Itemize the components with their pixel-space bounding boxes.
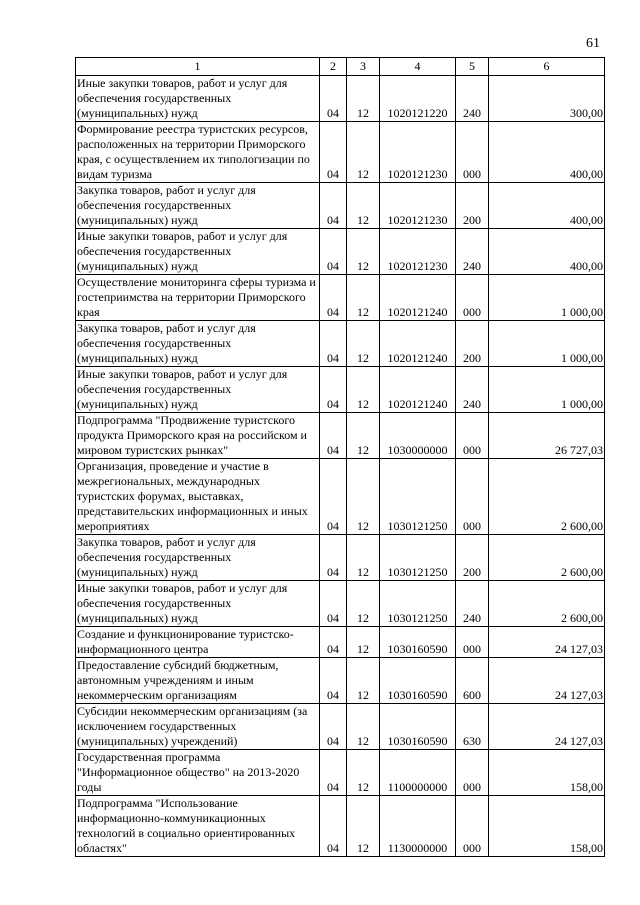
- table-row: [76, 627, 605, 658]
- row-amount: 2 600,00: [489, 459, 605, 535]
- row-expense-type: 200: [456, 183, 489, 229]
- row-expense-type: 000: [456, 627, 489, 658]
- row-section: 04: [320, 76, 347, 122]
- row-expense-type: 000: [456, 275, 489, 321]
- row-subsection: 12: [347, 581, 380, 627]
- row-subsection: 12: [347, 796, 380, 857]
- row-expense-type: 240: [456, 76, 489, 122]
- row-amount: 24 127,03: [489, 658, 605, 704]
- header-col-2: 2: [320, 58, 347, 76]
- row-target-code: 1030121250: [380, 459, 456, 535]
- row-expense-type: 240: [456, 367, 489, 413]
- row-subsection: 12: [347, 321, 380, 367]
- row-expense-type: 200: [456, 535, 489, 581]
- page-number: 61: [586, 36, 600, 51]
- row-subsection: 12: [347, 704, 380, 750]
- row-amount: 1 000,00: [489, 321, 605, 367]
- row-expense-type: 600: [456, 658, 489, 704]
- table-row: [76, 122, 605, 183]
- row-subsection: 12: [347, 413, 380, 459]
- row-subsection: 12: [347, 275, 380, 321]
- row-target-code: 1100000000: [380, 750, 456, 796]
- row-expense-type: 240: [456, 229, 489, 275]
- row-target-code: 1020121220: [380, 76, 456, 122]
- table-row: [76, 750, 605, 796]
- row-target-code: 1030121250: [380, 581, 456, 627]
- row-expense-type: 630: [456, 704, 489, 750]
- row-name: Закупка товаров, работ и услуг для обеспечения государственных (муниципальных) нужд: [76, 321, 320, 367]
- row-name: Осуществление мониторинга сферы туризма и гостеприимства на территории Приморского края: [76, 275, 320, 321]
- row-subsection: 12: [347, 658, 380, 704]
- table-row: [76, 76, 605, 122]
- table-row: [76, 275, 605, 321]
- row-amount: 158,00: [489, 750, 605, 796]
- row-target-code: 1020121240: [380, 275, 456, 321]
- row-name: Иные закупки товаров, работ и услуг для обеспечения государственных (муниципальных) нужд: [76, 76, 320, 122]
- row-target-code: 1020121240: [380, 321, 456, 367]
- row-expense-type: 000: [456, 413, 489, 459]
- row-amount: 2 600,00: [489, 581, 605, 627]
- row-amount: 26 727,03: [489, 413, 605, 459]
- table-row: [76, 796, 605, 857]
- row-section: 04: [320, 367, 347, 413]
- row-subsection: 12: [347, 122, 380, 183]
- budget-table: [75, 57, 605, 857]
- row-section: 04: [320, 796, 347, 857]
- row-subsection: 12: [347, 750, 380, 796]
- header-col-1: 1: [76, 58, 320, 76]
- row-name: Предоставление субсидий бюджетным, автономным учреждениям и иным некоммерческим организациям: [76, 658, 320, 704]
- header-col-4: 4: [380, 58, 456, 76]
- row-section: 04: [320, 275, 347, 321]
- row-amount: 24 127,03: [489, 704, 605, 750]
- row-target-code: 1030160590: [380, 658, 456, 704]
- row-subsection: 12: [347, 535, 380, 581]
- header-col-3: 3: [347, 58, 380, 76]
- row-expense-type: 000: [456, 122, 489, 183]
- row-expense-type: 200: [456, 321, 489, 367]
- row-section: 04: [320, 627, 347, 658]
- header-col-5: 5: [456, 58, 489, 76]
- row-amount: 158,00: [489, 796, 605, 857]
- row-name: Иные закупки товаров, работ и услуг для обеспечения государственных (муниципальных) нужд: [76, 367, 320, 413]
- row-expense-type: 000: [456, 459, 489, 535]
- row-target-code: 1030160590: [380, 627, 456, 658]
- table-row: [76, 321, 605, 367]
- row-section: 04: [320, 704, 347, 750]
- row-amount: 300,00: [489, 76, 605, 122]
- row-name: Создание и функционирование туристско-информационного центра: [76, 627, 320, 658]
- row-target-code: 1020121240: [380, 367, 456, 413]
- row-section: 04: [320, 459, 347, 535]
- row-section: 04: [320, 229, 347, 275]
- table-row: [76, 183, 605, 229]
- row-section: 04: [320, 750, 347, 796]
- row-expense-type: 000: [456, 796, 489, 857]
- row-subsection: 12: [347, 367, 380, 413]
- row-target-code: 1030000000: [380, 413, 456, 459]
- row-amount: 24 127,03: [489, 627, 605, 658]
- row-target-code: 1020121230: [380, 122, 456, 183]
- row-subsection: 12: [347, 459, 380, 535]
- row-amount: 1 000,00: [489, 275, 605, 321]
- table-row: [76, 658, 605, 704]
- row-name: Закупка товаров, работ и услуг для обеспечения государственных (муниципальных) нужд: [76, 183, 320, 229]
- row-amount: 400,00: [489, 122, 605, 183]
- row-section: 04: [320, 535, 347, 581]
- header-col-6: 6: [489, 58, 605, 76]
- row-name: Организация, проведение и участие в межрегиональных, международных туристских форумах, выставках, представительских информационных и иных мероприятиях: [76, 459, 320, 535]
- row-name: Формирование реестра туристских ресурсов, расположенных на территории Приморского края, с осуществлением их типологизации по видам туризма: [76, 122, 320, 183]
- row-target-code: 1030121250: [380, 535, 456, 581]
- row-section: 04: [320, 321, 347, 367]
- table-row: [76, 581, 605, 627]
- table-row: [76, 413, 605, 459]
- row-expense-type: 000: [456, 750, 489, 796]
- row-target-code: 1130000000: [380, 796, 456, 857]
- row-amount: 400,00: [489, 229, 605, 275]
- row-amount: 400,00: [489, 183, 605, 229]
- table-row: [76, 367, 605, 413]
- row-expense-type: 240: [456, 581, 489, 627]
- row-subsection: 12: [347, 76, 380, 122]
- row-subsection: 12: [347, 183, 380, 229]
- table-row: [76, 535, 605, 581]
- row-name: Подпрограмма "Использование информационно-коммуникационных технологий в социально ориентированных областях": [76, 796, 320, 857]
- table-header-row: [76, 58, 605, 76]
- row-target-code: 1030160590: [380, 704, 456, 750]
- row-section: 04: [320, 658, 347, 704]
- row-amount: 2 600,00: [489, 535, 605, 581]
- row-amount: 1 000,00: [489, 367, 605, 413]
- row-name: Закупка товаров, работ и услуг для обеспечения государственных (муниципальных) нужд: [76, 535, 320, 581]
- row-section: 04: [320, 581, 347, 627]
- table-row: [76, 704, 605, 750]
- row-name: Подпрограмма "Продвижение туристского продукта Приморского края на российском и мировом туристских рынках": [76, 413, 320, 459]
- table-row: [76, 229, 605, 275]
- row-subsection: 12: [347, 229, 380, 275]
- row-section: 04: [320, 413, 347, 459]
- row-target-code: 1020121230: [380, 229, 456, 275]
- row-section: 04: [320, 183, 347, 229]
- row-target-code: 1020121230: [380, 183, 456, 229]
- row-subsection: 12: [347, 627, 380, 658]
- row-name: Иные закупки товаров, работ и услуг для обеспечения государственных (муниципальных) нужд: [76, 581, 320, 627]
- row-section: 04: [320, 122, 347, 183]
- row-name: Государственная программа "Информационное общество" на 2013-2020 годы: [76, 750, 320, 796]
- row-name: Иные закупки товаров, работ и услуг для обеспечения государственных (муниципальных) нужд: [76, 229, 320, 275]
- row-name: Субсидии некоммерческим организациям (за исключением государственных (муниципальных) учреждений): [76, 704, 320, 750]
- table-row: [76, 459, 605, 535]
